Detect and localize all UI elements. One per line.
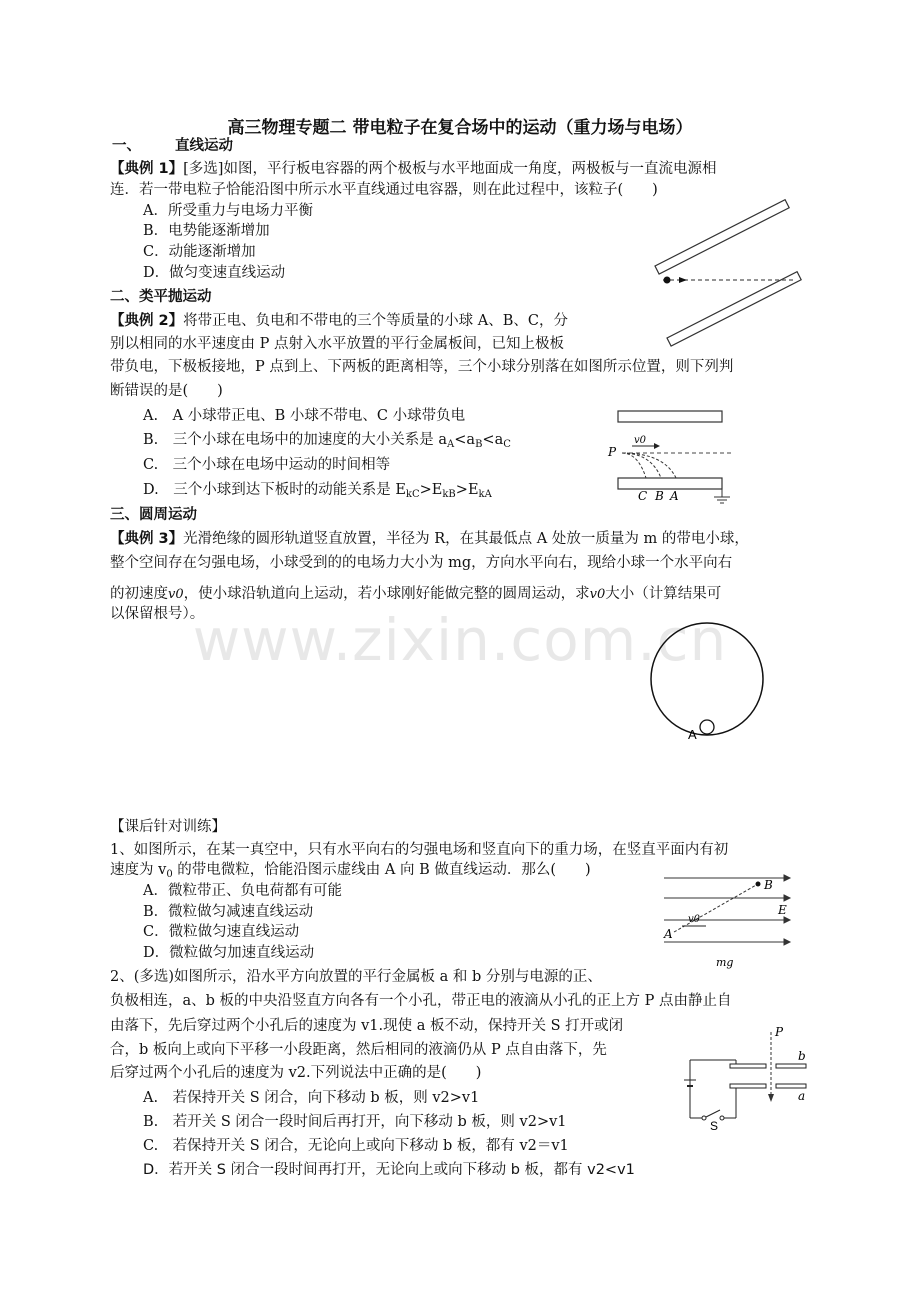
example-2-option-a: A. A 小球带正电、B 小球不带电、C 小球带负电	[143, 408, 466, 424]
example-2-option-c: C. 三个小球在电场中运动的时间相等	[143, 457, 391, 473]
point-a-label: A	[688, 727, 697, 742]
circuit-figure	[680, 1022, 810, 1132]
example-1-option-d: D．做匀变速直线运动	[143, 265, 286, 281]
example-2-option-d: D. 三个小球到达下板时的动能关系是 $E_{kC}>E_{kB}>E_{kA}$	[143, 482, 492, 500]
plate-a-left	[730, 1084, 766, 1088]
example-1-option-c: C．动能逐渐增加	[143, 244, 256, 260]
label-a: A	[670, 489, 679, 503]
upper-plate	[618, 411, 722, 422]
q2-option-c: C. 若保持开关 S 闭合，无论向上或向下移动 b 板，都有 v2＝v1	[143, 1138, 569, 1154]
electric-field-figure	[660, 870, 800, 970]
example-1-option-a: A．所受重力与电场力平衡	[143, 203, 313, 219]
example-3-text-2: 整个空间存在匀强电场，小球受到的的电场力大小为 mg，方向水平向右，现给小球一个水平向右	[110, 555, 733, 571]
mg-label: mg	[716, 956, 734, 969]
field-e-label: E	[778, 903, 787, 917]
q1-text-1: 1、如图所示，在某一真空中，只有水平向右的匀强电场和竖直向下的重力场，在竖直平面内有初	[110, 842, 729, 858]
plate-b-left	[730, 1064, 766, 1068]
plate-b-label: b	[798, 1049, 806, 1063]
v0-label: v0	[688, 914, 701, 925]
q2-option-d: D．若开关 S 闭合一段时间再打开，无论向上或向下移动 b 板，都有 v2<v1	[143, 1162, 635, 1178]
upper-plate	[655, 200, 789, 274]
example-1-option-b: B．电势能逐渐增加	[143, 223, 270, 239]
switch-s-label: S	[710, 1119, 719, 1133]
example-2-text-2: 别以相同的水平速度由 P 点射入水平放置的平行金属板间，已知上极板	[110, 336, 564, 352]
page-title: 高三物理专题二 带电粒子在复合场中的运动（重力场与电场）	[227, 118, 693, 138]
example-3-text-4: 以保留根号）。	[110, 606, 205, 622]
lower-plate	[667, 272, 801, 346]
q2-text-4: 合，b 板向上或向下平移一小段距离，然后相同的液滴仍从 P 点自由落下，先	[110, 1042, 607, 1058]
section-1-title: 直线运动	[175, 138, 233, 154]
capacitor-tilted-figure	[645, 200, 805, 340]
section-3-title: 三、圆周运动	[110, 507, 197, 523]
example-1-text-2: 连．若一带电粒子恰能沿图中所示水平直线通过电容器，则在此过程中，该粒子( )	[110, 182, 658, 198]
arrow-icon	[654, 443, 660, 449]
q2-option-b: B. 若开关 S 闭合一段时间后再打开，向下移动 b 板，则 v2>v1	[143, 1114, 567, 1130]
point-p-label: P	[608, 445, 617, 459]
arrow-icon	[679, 277, 687, 283]
q2-text-3: 由落下，先后穿过两个小孔后的速度为 v1.现使 a 板不动，保持开关 S 打开或闭	[110, 1018, 624, 1034]
point-a-label: A	[664, 927, 673, 941]
q2-text-1: 2、(多选)如图所示，沿水平方向放置的平行金属板 a 和 b 分别与电源的正、	[110, 969, 602, 985]
section-1-number: 一、	[112, 138, 141, 154]
v0-label: v0	[634, 435, 647, 446]
label-b: B	[655, 489, 664, 503]
point-p-label: P	[775, 1025, 784, 1039]
plate-a-right	[776, 1084, 806, 1088]
q2-option-a: A. 若保持开关 S 闭合，向下移动 b 板，则 v2>v1	[143, 1090, 480, 1106]
v0-symbol: v0	[589, 587, 606, 602]
example-2-text-1: 【典例 2】将带正电、负电和不带电的三个等质量的小球 A、B、C，分	[110, 313, 568, 329]
q1-option-a: A．微粒带正、负电荷都有可能	[143, 883, 342, 899]
arrow-down-icon	[768, 1094, 774, 1102]
q2-text-2: 负极相连，a、b 板的中央沿竖直方向各有一个小孔，带正电的液滴从小孔的正上方 P 点由静止自	[110, 993, 732, 1009]
q1-option-b: B．微粒做匀减速直线运动	[143, 904, 314, 920]
q1-text-2: 速度为 $v_0$ 的带电微粒，恰能沿图示虚线由 A 向 B 做直线运动．那么( )	[110, 862, 591, 880]
practice-heading: 【课后针对训练】	[110, 819, 226, 835]
circular-track-figure	[640, 614, 780, 764]
particle-dot	[664, 277, 671, 284]
plate-a-label: a	[798, 1089, 806, 1103]
watermark: www.zixin.com.cn	[192, 606, 728, 674]
example-2-tag: 【典例 2】	[110, 313, 184, 329]
lower-plate	[618, 478, 722, 489]
example-1-tag: 【典例 1】	[110, 161, 184, 177]
example-3-tag: 【典例 3】	[110, 531, 184, 547]
q1-option-d: D．微粒做匀加速直线运动	[143, 945, 315, 961]
v0-symbol: v0	[168, 587, 184, 602]
example-3-text-3: 的初速度v0，使小球沿轨道向上运动，若小球刚好能做完整的圆周运动，求v0大小（计算结果可	[110, 586, 722, 602]
label-c: C	[638, 489, 648, 503]
example-3-text-1: 【典例 3】光滑绝缘的圆形轨道竖直放置，半径为 R，在其最低点 A 处放一质量为 m 的带电小球，	[110, 531, 749, 547]
section-2-title: 二、类平抛运动	[110, 289, 212, 305]
example-1-text-1: 【典例 1】[多选]如图，平行板电容器的两个极板与水平地面成一角度，两极板与一直流电源相	[110, 161, 717, 177]
track-circle	[651, 623, 763, 735]
plate-b-right	[776, 1064, 806, 1068]
example-2-option-b: B. 三个小球在电场中的加速度的大小关系是 $a_A<a_B<a_C$	[143, 432, 511, 450]
ball	[700, 720, 714, 734]
q1-option-c: C．微粒做匀速直线运动	[143, 924, 300, 940]
point-b-label: B	[764, 878, 773, 892]
example-2-text-4: 断错误的是( )	[110, 383, 223, 399]
q2-text-5: 后穿过两个小孔后的速度为 v2.下列说法中正确的是( )	[110, 1065, 482, 1081]
example-2-text-3: 带负电，下极板接地，P 点到上、下两板的距离相等，三个小球分别落在如图所示位置，则下列判	[110, 359, 734, 375]
parallel-plates-figure	[606, 405, 746, 505]
